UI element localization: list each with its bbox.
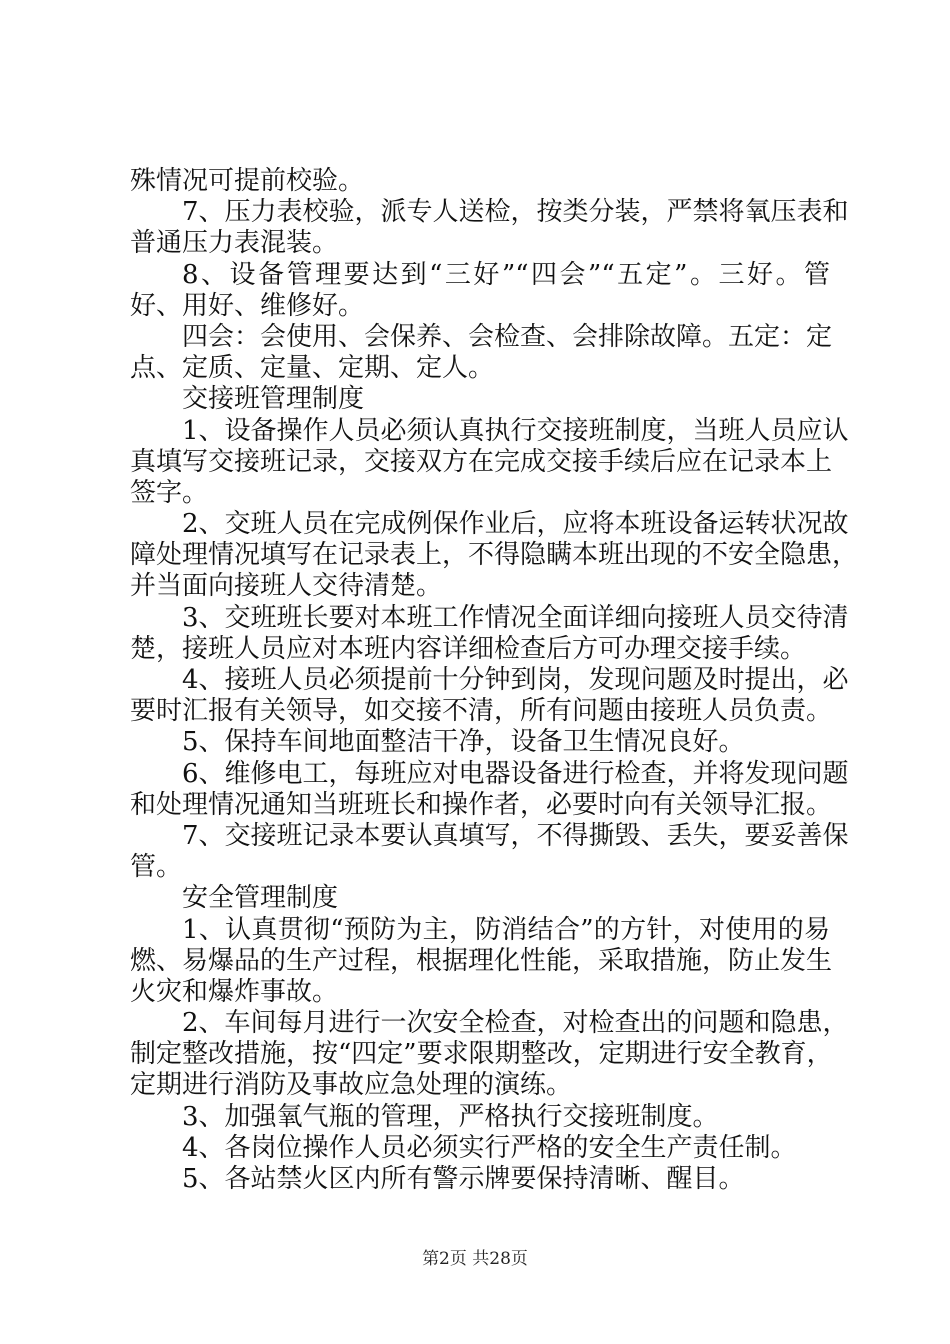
text-line: 燃、易爆品的生产过程，根据理化性能，采取措施，防止发生 [130, 945, 833, 976]
text-line: 签字。 [130, 477, 209, 508]
text-line: 3、加强氧气瓶的管理，严格执行交接班制度。 [182, 1101, 719, 1132]
text-line: 2、车间每月进行一次安全检查，对检查出的问题和隐患， [182, 1008, 849, 1039]
page-footer: 第2页 共28页 [422, 1249, 528, 1269]
section-heading: 交接班管理制度 [182, 384, 365, 415]
text-line: 障处理情况填写在记录表上，不得隐瞒本班出现的不安全隐患， [130, 540, 859, 571]
text-line: 要时汇报有关领导，如交接不清，所有问题由接班人员负责。 [130, 696, 833, 727]
text-line: 4、接班人员必须提前十分钟到岗，发现问题及时提出，必 [182, 665, 849, 695]
text-line: 楚，接班人员应对本班内容详细检查后方可办理交接手续。 [130, 633, 807, 664]
text-line: 3、交班班长要对本班工作情况全面详细向接班人员交待清 [182, 602, 849, 633]
text-line: 殊情况可提前校验。 [130, 166, 365, 196]
text-line: 1、认真贯彻“预防为主，防消结合”的方针，对使用的易 [182, 914, 830, 945]
text-line: 制定整改措施，按“四定”要求限期整改，定期进行安全教育， [130, 1039, 833, 1070]
text-line: 好、用好、维修好。 [130, 290, 365, 321]
text-line: 和处理情况通知当班班长和操作者，必要时向有关领导汇报。 [130, 789, 833, 820]
text-line: 5、保持车间地面整洁干净，设备卫生情况良好。 [182, 727, 745, 758]
text-line: 7、压力表校验，派专人送检，按类分装，严禁将氧压表和 [182, 197, 849, 228]
text-line: 定期进行消防及事故应急处理的演练。 [130, 1070, 573, 1101]
text-line: 1、设备操作人员必须认真执行交接班制度，当班人员应认 [182, 415, 849, 446]
document-body [130, 166, 859, 1195]
text-line: 4、各岗位操作人员必须实行严格的安全生产责任制。 [182, 1132, 797, 1163]
text-line: 点、定质、定量、定期、定人。 [130, 353, 495, 384]
text-line: 管。 [130, 852, 183, 883]
text-line: 四会：会使用、会保养、会检查、会排除故障。五定：定 [182, 321, 833, 352]
text-line: 2、交班人员在完成例保作业后，应将本班设备运转状况故 [182, 509, 849, 540]
section-heading: 安全管理制度 [182, 883, 339, 914]
text-line: 7、交接班记录本要认真填写，不得撕毁、丢失，要妥善保 [182, 820, 849, 851]
text-line: 火灾和爆炸事故。 [130, 976, 339, 1007]
text-line: 并当面向接班人交待清楚。 [130, 571, 443, 602]
text-line: 6、维修电工，每班应对电器设备进行检查，并将发现问题 [182, 758, 849, 789]
text-line: 5、各站禁火区内所有警示牌要保持清晰、醒目。 [182, 1164, 745, 1194]
text-line: 普通压力表混装。 [130, 228, 339, 259]
text-line: 真填写交接班记录，交接双方在完成交接手续后应在记录本上 [130, 446, 833, 477]
text-line: 8、设备管理要达到“三好”“四会”“五定”。三好。管 [182, 259, 830, 290]
